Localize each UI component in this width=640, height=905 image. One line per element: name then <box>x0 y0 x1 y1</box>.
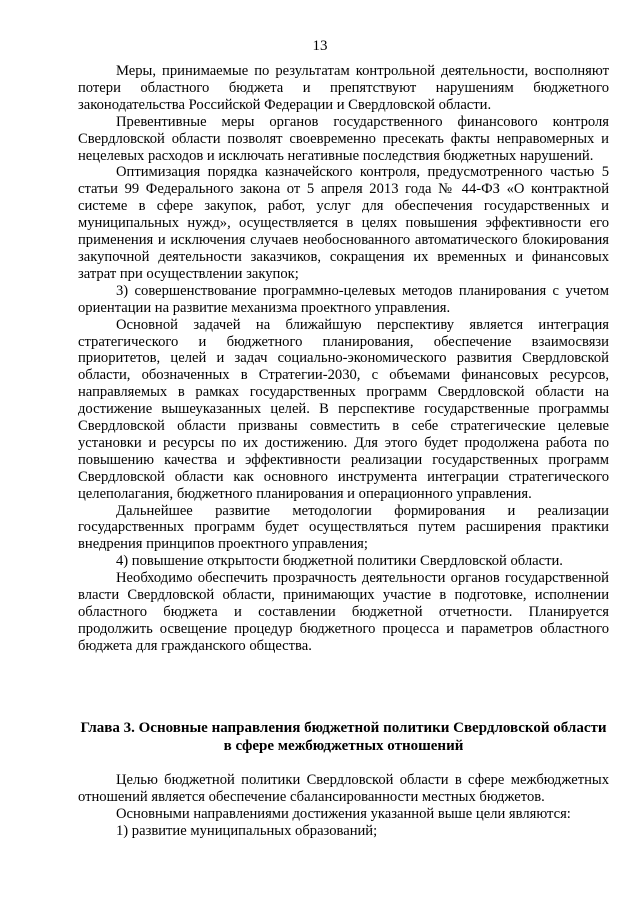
paragraph: 1) развитие муниципальных образований; <box>116 822 378 839</box>
paragraph: Основными направлениями достижения указанной выше цели являются: <box>116 805 571 822</box>
paragraph: Меры, принимаемые по результатам контрольной деятельности, восполняют потери областного бюджета и препятствуют нарушениям бюджетного законодательства Российской Федерации и Свердловской области. <box>78 63 609 113</box>
paragraph: 4) повышение открытости бюджетной политики Свердловской области. <box>116 553 563 570</box>
paragraph: Дальнейшее развитие методологии формирования и реализации государственных программ будет осуществляться путем расширения практики внедрения принципов проектного управления; <box>78 502 609 553</box>
chapter-heading <box>78 719 609 755</box>
paragraph: Необходимо обеспечить прозрачность деятельности органов государственной власти Свердловской области, принимающих участие в подготовке, исполнении областного бюджета и составлении бюджетной отчетности. Планируется продолжить освещение процедур бюджетного процесса и параметров областного бюджета для гражданского общества. <box>78 570 609 654</box>
paragraph: Целью бюджетной политики Свердловской области в сфере межбюджетных отношений является обеспечение сбалансированности местных бюджетов. <box>78 772 609 805</box>
body-text-block <box>78 63 609 655</box>
page-number: 13 <box>312 38 328 54</box>
chapter-heading-line-2: в сфере межбюджетных отношений <box>223 738 464 754</box>
paragraph: 3) совершенствование программно-целевых методов планирования с учетом ориентации на развитие механизма проектного управления. <box>78 282 609 316</box>
paragraph: Оптимизация порядка казначейского контроля, предусмотренного частью 5 статьи 99 Федерального закона от 5 апреля 2013 года № 44-ФЗ «О контрактной системе в сфере закупок, работ, услуг для обеспечения государственных и муниципальных нужд», осуществляется в целях повышения эффективности его применения и исключения случаев необоснованного автоматического блокирования закупочной деятельности заказчиков, сокращения их временных и финансовых затрат при осуществлении закупок; <box>78 164 609 282</box>
paragraph: Основной задачей на ближайшую перспективу является интеграция стратегического и бюджетного планирования, обеспечение взаимосвязи приоритетов, целей и задач социально-экономического развития Свердловской области, обозначенных в Стратегии-2030, с объемами финансовых ресурсов, направляемых в рамках государственных программ Свердловской области на достижение вышеуказанных целей. В перспективе государственные программы Свердловской области призваны совместить в себе стратегические целевые установки и ресурсы по их достижению. Для этого будет продолжена работа по повышению качества и эффективности реализации государственных программ Свердловской области как основного инструмента интеграции стратегического целеполагания, бюджетного планирования и операционного управления. <box>78 316 609 502</box>
chapter-heading-line-1: Глава 3. Основные направления бюджетной политики Свердловской области <box>80 720 607 736</box>
body-text-block-2 <box>78 772 609 840</box>
paragraph: Превентивные меры органов государственного финансового контроля Свердловской области позволят своевременно пресекать факты неправомерных и нецелевых расходов и исключать негативные последствия бюджетных нарушений. <box>78 113 609 164</box>
